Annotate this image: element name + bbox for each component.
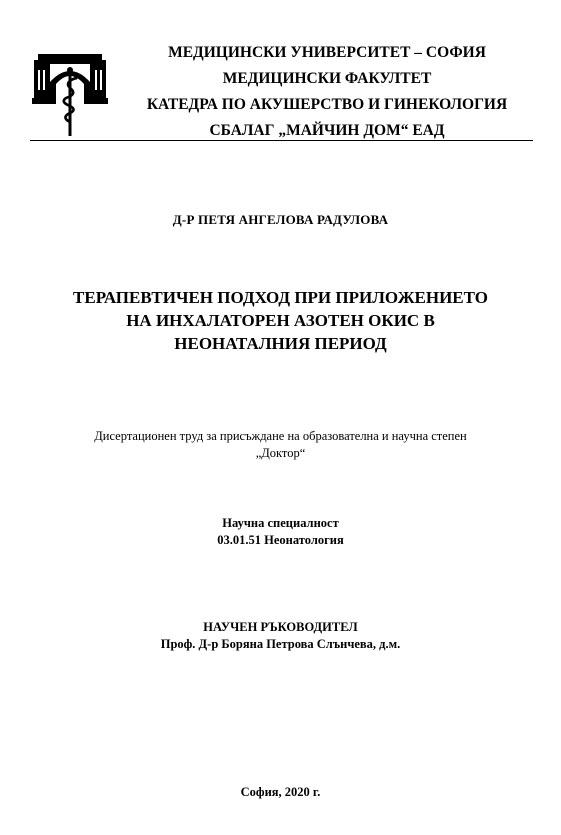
supervisor-name: Проф. Д-р Боряна Петрова Слънчева, д.м.	[160, 637, 401, 651]
header-divider	[30, 140, 533, 141]
department-name: КАТЕДРА ПО АКУШЕРСТВО И ГИНЕКОЛОГИЯ	[146, 96, 508, 113]
degree-name: „Доктор“	[255, 446, 306, 460]
specialty-label: Научна специалност	[222, 516, 339, 530]
dissertation-statement	[0, 428, 561, 462]
specialty-value: 03.01.51 Неонатология	[217, 533, 344, 547]
institution-heading	[112, 40, 542, 144]
specialty-block	[0, 515, 561, 549]
university-emblem-icon	[30, 48, 110, 140]
dissertation-statement-line: Дисертационен труд за присъждане на образователна и научна степен	[94, 429, 467, 443]
title-line: ТЕРАПЕВТИЧЕН ПОДХОД ПРИ ПРИЛОЖЕНИЕТО	[73, 288, 488, 307]
hospital-name: СБАЛАГ „МАЙЧИН ДОМ“ ЕАД	[209, 122, 445, 139]
supervisor-label: НАУЧЕН РЪКОВОДИТЕЛ	[203, 620, 358, 634]
title-line: НА ИНХАЛАТОРЕН АЗОТЕН ОКИС В	[126, 311, 435, 330]
place-and-year: София, 2020 г.	[240, 785, 321, 799]
dissertation-title	[0, 286, 561, 355]
title-line: НЕОНАТАЛНИЯ ПЕРИОД	[174, 334, 387, 353]
supervisor-block	[0, 619, 561, 653]
faculty-name: МЕДИЦИНСКИ ФАКУЛТЕТ	[222, 70, 432, 87]
document-header	[0, 0, 561, 140]
author-name: Д-Р ПЕТЯ АНГЕЛОВА РАДУЛОВА	[172, 212, 389, 227]
university-name: МЕДИЦИНСКИ УНИВЕРСИТЕТ – СОФИЯ	[168, 44, 486, 61]
